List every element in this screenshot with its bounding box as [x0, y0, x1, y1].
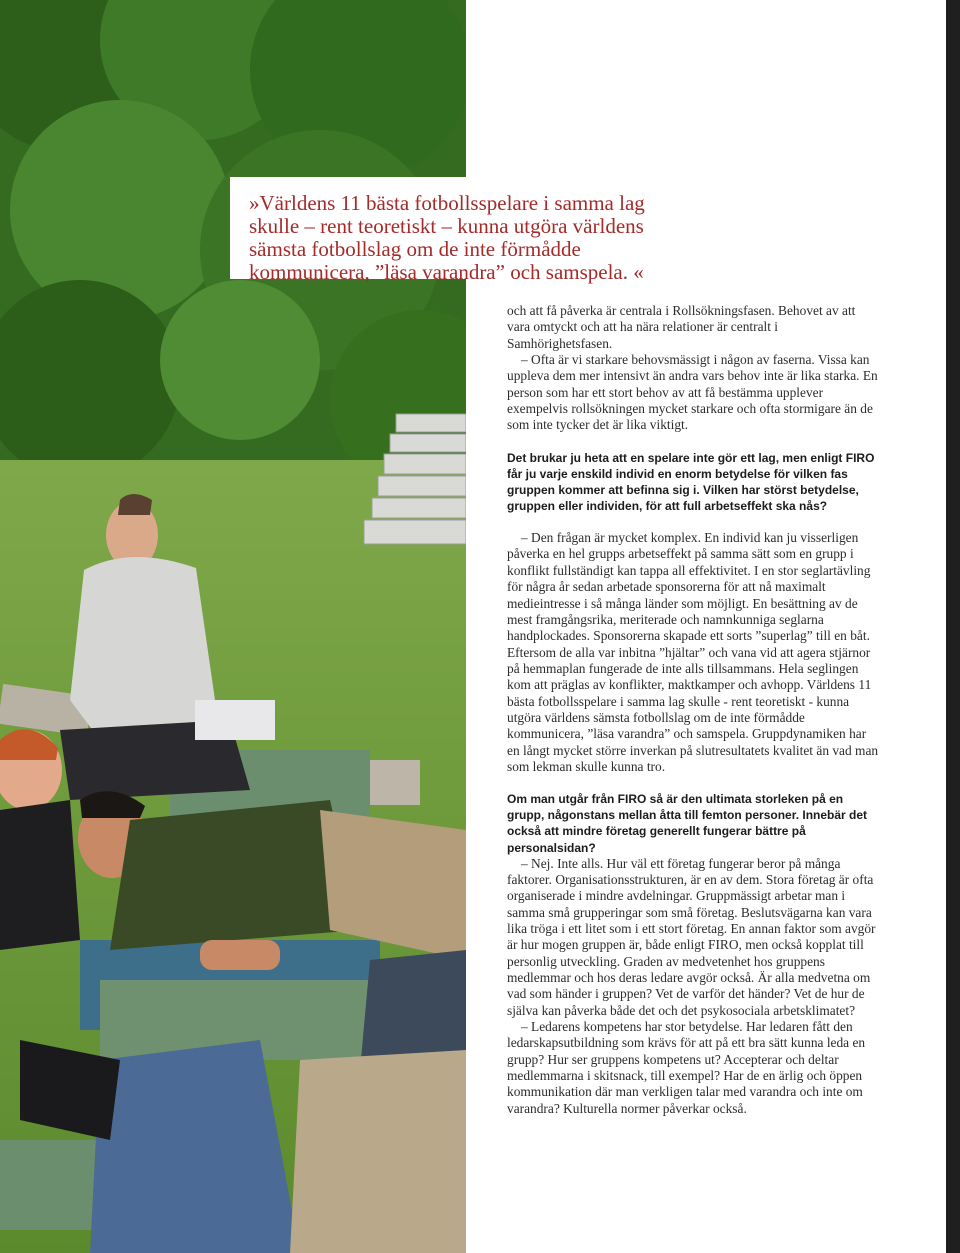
question-1: Det brukar ju heta att en spelare inte gör ett lag, men enligt FIRO får ju varje enskild individ en enorm betydelse för vilken fas gruppen kommer att befinna sig i. Vilken har störst betydelse, gruppen eller individen, för att full arbetseffekt ska nås?	[507, 450, 875, 514]
paragraph-answer-1: – Ofta är vi starkare behovsmässigt i någon av faserna. Vissa kan uppleva dem mer intensivt än andra vars behov inte är lika starka. En person som har ett stort behov av att få bestämma upplever exempelvis rollsökningen mycket starkare och ofta stormigare än de som inte tycker det är lika viktigt.	[507, 352, 878, 433]
paragraph-answer-4: – Ledarens kompetens har stor betydelse. Har ledaren fått den ledarskapsutbildning som krävs för att på ett bra sätt kunna leda en grupp? Hur ser gruppens kompetens ut? Accepterar och deltar medlemmarna i skitsnack, till exempel? Har de en ärlig och öppen kommunikation där man verkligen talar med varandra och inte om varandra? Kulturella normer påverkar också.	[507, 1019, 866, 1116]
paragraph-answer-3: – Nej. Inte alls. Hur väl ett företag fungerar beror på många faktorer. Organisationsstrukturen, är en av dem. Stora företag är ofta organiserade i mindre avdelningar. Gruppmässigt arbetar man i samma små grupperingar som små företag. Beslutsvägarna kan vara lika tröga i ett litet som i ett stort företag. En annan faktor som avgör är hur mogen gruppen är, både enligt FIRO, men också kopplat till personlig utveckling. Graden av medvetenhet hos gruppens medlemmar och hos deras ledare avgör också. Är alla medvetna om vad som händer i gruppen? Vet de varför det händer? Vet de hur de själva kan påverka både det och det psykosociala arbetsklimatet?	[507, 855, 876, 1018]
paragraph-answer-2: – Den frågan är mycket komplex. En individ kan ju visserligen påverka en hel grupps arbetseffekt på samma sätt som en grupp i konflikt fullständigt kan tappa all effektivitet. I en stor seglartävling för några år sedan arbetade sponsorerna för att nå maximalt medieintresse i så många länder som möjligt. En besättning av de mest framgångsrika, meriterade och namnkunniga seglarna handplockades. Sponsorerna skapade ett sorts ”superlag” till en båt. Eftersom de alla var inbitna ”hjältar” och vana vid att agera stjärnor på hemmaplan fungerade de inte alls tillsammans. Hela seglingen kom att präglas av konflikter, maktkamper och avhopp. Världens 11 bästa fotbollsspelare i samma lag skulle - rent teoretiskt - kunna utgöra världens sämsta fotbollslag om de inte förmådde kommunicera, ”läsa varandra” och samspela. Gruppdynamiken har en långt mycket större inverkan på slutresultatets kvalitet än vad man som lekman skulle kunna tro.	[507, 530, 879, 774]
pull-quote	[230, 177, 700, 284]
article-body	[507, 303, 879, 1117]
page-edge-bar	[946, 0, 960, 1253]
paragraph-intro: och att få påverka är centrala i Rollsökningsfasen. Behovet av att vara omtyckt och att ha nära relationer är centralt i Samhörighetsfasen.	[507, 303, 856, 351]
question-2: Om man utgår från FIRO så är den ultimata storleken på en grupp, någonstans mellan åtta till femton personer. Innebär det också att mindre företag generellt fungerar bättre på personalsidan?	[507, 792, 868, 855]
pull-quote-text: »Världens 11 bästa fotbollsspelare i samma lag skulle – rent teoretiskt – kunna utgöra världens sämsta fotbollslag om de inte förmådde kommunicera, ”läsa varandra” och samspela. «	[249, 191, 645, 284]
